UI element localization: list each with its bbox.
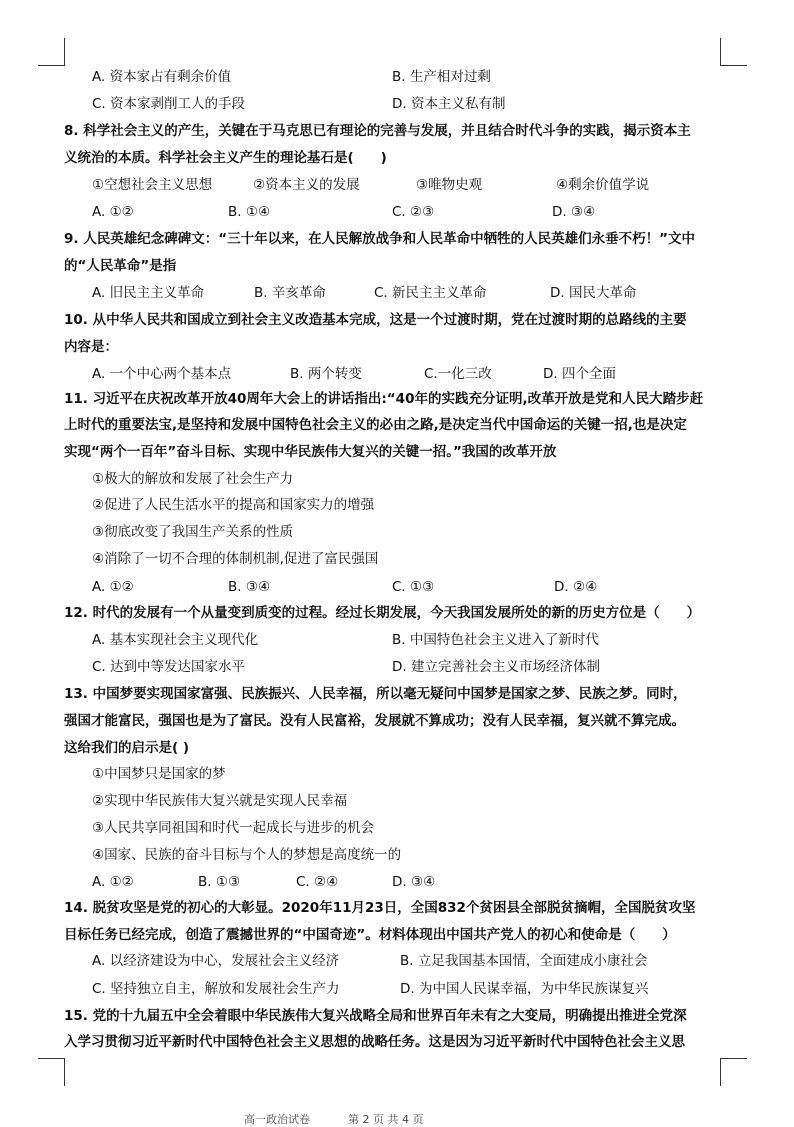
q12-option-d: D. 建立完善社会主义市场经济体制 <box>392 659 600 675</box>
q13-item-3: ③人民共享同祖国和时代一起成长与进步的机会 <box>92 820 375 836</box>
q13-item-1: ①中国梦只是国家的梦 <box>92 766 226 782</box>
q9-option-c: C. 新民主主义革命 <box>374 285 487 301</box>
q8-item-2: ②资本主义的发展 <box>253 177 360 193</box>
q11-item-4: ④消除了一切不合理的体制机制,促进了富民强国 <box>92 551 379 567</box>
q12-option-a: A. 基本实现社会主义现代化 <box>92 632 259 648</box>
q11-stem-line1: 11. 习近平在庆祝改革开放40周年大会上的讲话指出:“40年的实践充分证明,改革开放是党和人民大踏步赶 <box>64 391 704 407</box>
q11-item-1: ①极大的解放和发展了社会生产力 <box>92 471 294 487</box>
q12-stem-line1: 12. 时代的发展有一个从量变到质变的过程。经过长期发展，今天我国发展所处的新的历史方位是（ ） <box>64 605 701 621</box>
q7-option-d: D. 资本主义私有制 <box>392 96 506 112</box>
q11-option-b: B. ③④ <box>228 579 271 595</box>
q11-option-d: D. ②④ <box>554 579 598 595</box>
q9-option-b: B. 辛亥革命 <box>254 285 326 301</box>
footer-page-number: 第 2 页 共 4 页 <box>348 1113 424 1126</box>
q11-option-c: C. ①③ <box>392 579 435 595</box>
q9-stem-line1: 9. 人民英雄纪念碑碑文：“三十年以来，在人民解放战争和人民革命中牺牲的人民英雄们永垂不朽！”文中 <box>64 231 695 247</box>
crop-mark-top-left-v <box>64 38 65 66</box>
q11-stem-line3: 实现“两个一百年”奋斗目标、实现中华民族伟大复兴的关键一招。”我国的改革开放 <box>64 444 557 460</box>
crop-mark-bottom-right-h <box>720 1058 747 1059</box>
q14-option-d: D. 为中国人民谋幸福，为中华民族谋复兴 <box>400 981 649 997</box>
q14-option-b: B. 立足我国基本国情，全面建成小康社会 <box>400 953 648 969</box>
q11-stem-line2: 上时代的重要法宝,是坚持和发展中国特色社会主义的必由之路,是决定当代中国命运的关键一招,也是决定 <box>64 417 687 433</box>
q11-item-3: ③彻底改变了我国生产关系的性质 <box>92 524 294 540</box>
q8-item-1: ①空想社会主义思想 <box>92 177 213 193</box>
q13-option-b: B. ①③ <box>198 874 241 890</box>
crop-mark-top-right-v <box>720 38 721 66</box>
q8-stem-line2: 义统治的本质。科学社会主义产生的理论基石是( ) <box>64 150 387 166</box>
q13-stem-line1: 13. 中国梦要实现国家富强、民族振兴、人民幸福，所以毫无疑问中国梦是国家之梦、民族之梦。同时， <box>64 686 687 702</box>
q12-option-b: B. 中国特色社会主义进入了新时代 <box>392 632 599 648</box>
q10-option-c: C.一化三改 <box>424 366 492 382</box>
q10-option-d: D. 四个全面 <box>543 366 616 382</box>
q10-option-a: A. 一个中心两个基本点 <box>92 366 232 382</box>
crop-mark-top-right-h <box>720 65 747 66</box>
q7-option-c: C. 资本家剥削工人的手段 <box>92 96 246 112</box>
q13-item-4: ④国家、民族的奋斗目标与个人的梦想是高度统一的 <box>92 847 402 863</box>
crop-mark-bottom-left-h <box>38 1058 65 1059</box>
q12-option-c: C. 达到中等发达国家水平 <box>92 659 246 675</box>
q15-stem-line1: 15. 党的十九届五中全会着眼中华民族伟大复兴战略全局和世界百年未有之大变局，明确提出推进全党深 <box>64 1008 687 1024</box>
q8-item-3: ③唯物史观 <box>416 177 483 193</box>
q14-option-a: A. 以经济建设为中心，发展社会主义经济 <box>92 953 340 969</box>
q8-option-d: D. ③④ <box>552 204 596 220</box>
q11-option-a: A. ①② <box>92 579 134 595</box>
q8-option-b: B. ①④ <box>228 204 271 220</box>
q9-option-d: D. 国民大革命 <box>550 285 637 301</box>
footer-course: 高一政治试卷 <box>244 1113 310 1126</box>
q14-stem-line2: 目标任务已经完成，创造了震撼世界的“中国奇迹”。材料体现出中国共产党人的初心和使命是（ ） <box>64 927 676 943</box>
q9-stem-line2: 的“人民革命”是指 <box>64 258 177 274</box>
q13-stem-line3: 这给我们的启示是( ) <box>64 740 190 756</box>
crop-mark-top-left-h <box>38 65 65 66</box>
crop-mark-bottom-left-v <box>64 1058 65 1086</box>
q14-stem-line1: 14. 脱贫攻坚是党的初心的大彰显。2020年11月23日，全国832个贫困县全部脱贫摘帽，全国脱贫攻坚 <box>64 900 696 916</box>
q8-option-a: A. ①② <box>92 204 134 220</box>
q13-option-a: A. ①② <box>92 874 134 890</box>
q11-item-2: ②促进了人民生活水平的提高和国家实力的增强 <box>92 497 375 513</box>
q8-option-c: C. ②③ <box>392 204 435 220</box>
q13-option-c: C. ②④ <box>296 874 339 890</box>
q7-option-a: A. 资本家占有剩余价值 <box>92 69 232 85</box>
crop-mark-bottom-right-v <box>720 1058 721 1086</box>
q10-stem-line2: 内容是： <box>64 339 118 355</box>
q15-stem-line2: 入学习贯彻习近平新时代中国特色社会主义思想的战略任务。这是因为习近平新时代中国特色社会主义思 <box>64 1034 685 1050</box>
q7-option-b: B. 生产相对过剩 <box>392 69 491 85</box>
q10-stem-line1: 10. 从中华人民共和国成立到社会主义改造基本完成，这是一个过渡时期，党在过渡时期的总路线的主要 <box>64 312 687 328</box>
q10-option-b: B. 两个转变 <box>290 366 362 382</box>
q14-option-c: C. 坚持独立自主，解放和发展社会生产力 <box>92 981 340 997</box>
q13-option-d: D. ③④ <box>392 874 436 890</box>
q13-item-2: ②实现中华民族伟大复兴就是实现人民幸福 <box>92 793 348 809</box>
q9-option-a: A. 旧民主主义革命 <box>92 285 205 301</box>
q8-item-4: ④剩余价值学说 <box>556 177 650 193</box>
q13-stem-line2: 强国才能富民，强国也是为了富民。没有人民富裕，发展就不算成功；没有人民幸福，复兴就不算完成。 <box>64 713 685 729</box>
q8-stem-line1: 8. 科学社会主义的产生，关键在于马克思已有理论的完善与发展，并且结合时代斗争的实践，揭示资本主 <box>64 123 691 139</box>
